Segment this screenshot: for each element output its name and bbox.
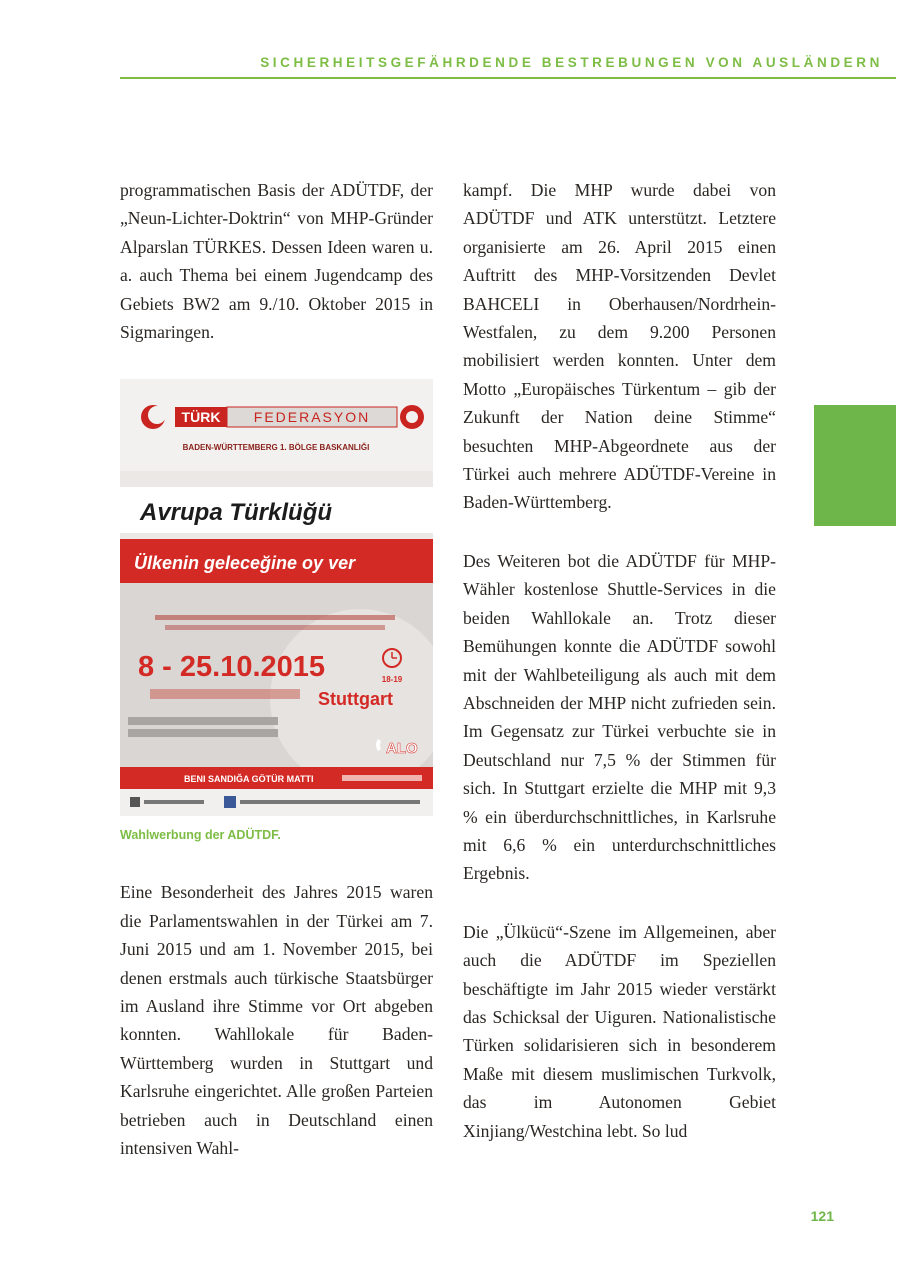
poster-date: 8 - 25.10.2015 [138, 651, 326, 684]
right-column [463, 176, 776, 1145]
poster-phone-label: ALO [386, 740, 418, 758]
left-paragraph-2: Eine Besonderheit des Jahres 2015 waren die Parlamentswahlen in der Türkei am 7. Juni 2015 und am 1. November 2015, bei denen erstmals auch türkische Staatsbürger im Ausland ihre Stimme vor Ort abgeben konnten. Wahllokale für Baden-Württemberg wurden in Stuttgart und Karlsruhe eingerichtet. Alle großen Parteien betrieben auch in Deutschland einen intensiven Wahl- [120, 882, 433, 1159]
poster-slogan: Ülkenin geleceğine oy ver [134, 553, 356, 574]
page-number: 121 [810, 1208, 834, 1224]
poster-brand-right: FEDERASYON [253, 409, 371, 426]
poster-brand-left: TÜRK [181, 409, 221, 426]
left-column [120, 176, 433, 1163]
right-paragraph-1: kampf. Die MHP wurde dabei von ADÜTDF und ATK unterstützt. Letztere organisierte am 26. April 2015 einen Auftritt des MHP-Vorsitzenden Devlet BAHCELI in Oberhausen/Nordrhein-Westfalen, zu dem 9.200 Personen mobilisiert werden konnten. Unter dem Motto „Europäisches Türkentum – gib der Zukunft der Nation deine Stimme“ besuchten MHP-Abgeordnete aus der Türkei auch mehrere ADÜTDF-Vereine in Baden-Württemberg. [463, 180, 776, 513]
election-poster-image [120, 379, 433, 816]
left-paragraph-1: programmatischen Basis der ADÜTDF, der „Neun-Lichter-Doktrin“ von MHP-Gründer Alparslan TÜRKES. Dessen Ideen waren u. a. auch Thema bei einem Jugendcamp des Gebiets BW2 am 9./10. Oktober 2015 in Sigmaringen. [120, 180, 433, 343]
header-rule [120, 77, 896, 79]
wolf-emblem-icon [400, 405, 424, 429]
poster-hours: 18-19 [381, 675, 403, 685]
poster-city: Stuttgart [318, 689, 393, 710]
poster-footer-text: BENI SANDIĞA GÖTÜR MATTI [184, 774, 314, 785]
figure-caption: Wahlwerbung der ADÜTDF. [120, 828, 281, 843]
right-paragraph-2: Des Weiteren bot die ADÜTDF für MHP-Wähler kostenlose Shuttle-Services in die beiden Wahllokale an. Trotz dieser Bemühungen konnte die ADÜTDF sowohl mit der Wahlbeteiligung als auch mit dem Abschneiden der MHP nicht zufrieden sein. Im Gegensatz zur Türkei verbuchte sie in Deutschland nur 7,5 % der Stimmen für sich. In Stuttgart erzielte die MHP mit 9,3 % ein überdurchschnittliches, in Karlsruhe mit 6,6 % ein unterdurchschnittliches Ergebnis. [463, 550, 776, 884]
poster-region: BADEN-WÜRTTEMBERG 1. BÖLGE BASKANLIĞI [182, 443, 370, 453]
poster-headline: Avrupa Türklüğü [140, 499, 333, 527]
right-paragraph-3: Die „Ülkücü“-Szene im Allgemeinen, aber auch die ADÜTDF im Speziellen beschäftigte im Jahr 2015 wieder verstärkt das Schicksal der Uiguren. Nationalistische Türken solidarisieren sich in besonderem Maße mit diesem muslimischen Turkvolk, das im Autonomen Gebiet Xinjiang/Westchina lebt. So lud [463, 921, 776, 1141]
running-header: SICHERHEITSGEFÄHRDENDE BESTREBUNGEN VON AUSLÄNDERN [260, 55, 883, 70]
chapter-tab-marker [814, 405, 896, 526]
